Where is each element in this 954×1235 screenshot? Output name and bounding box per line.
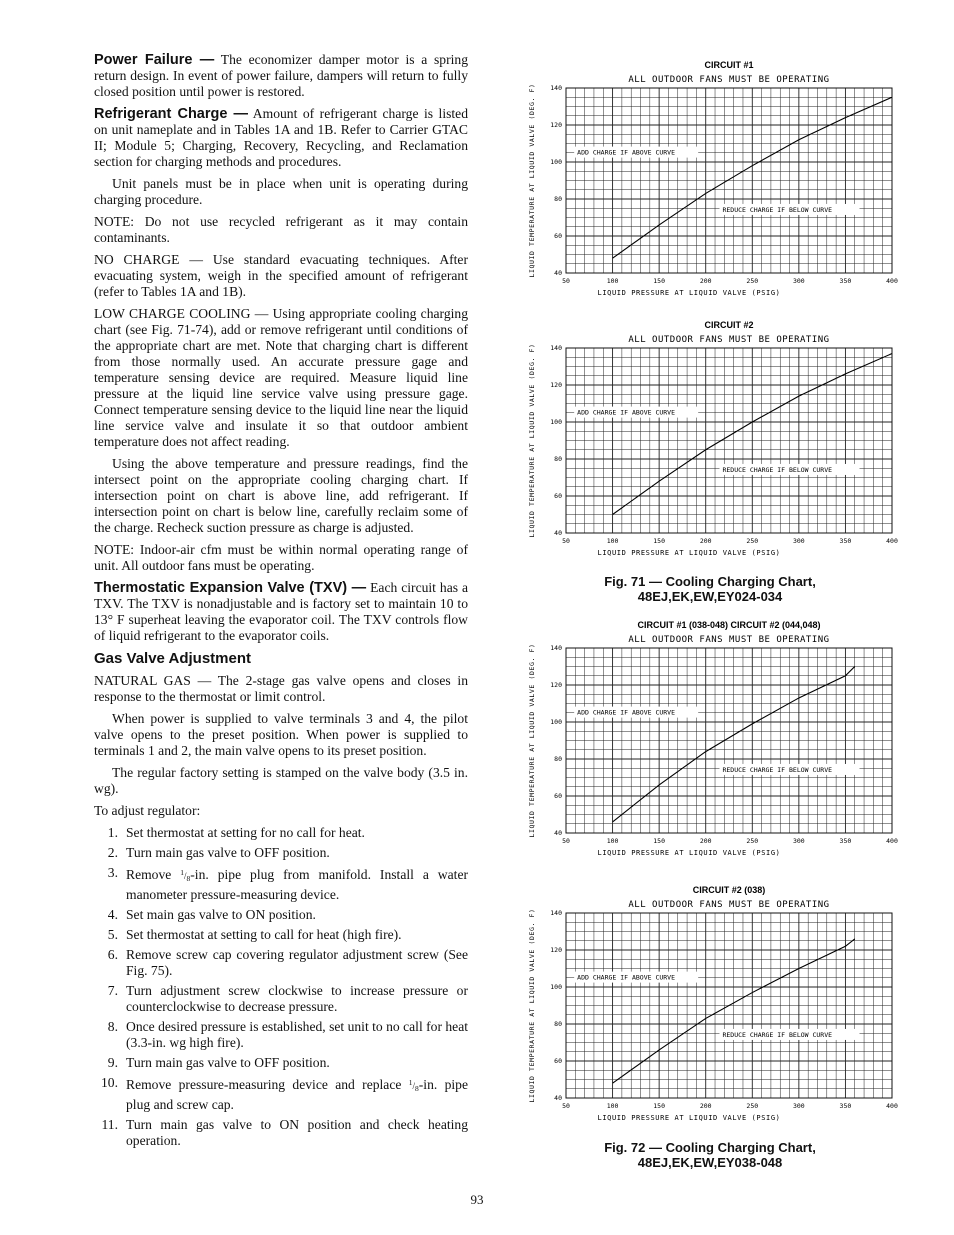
x-tick-label: 400 — [886, 277, 898, 285]
y-tick-label: 140 — [550, 909, 562, 917]
y-axis-label: LIQUID TEMPERATURE AT LIQUID VALVE (DEG. F) — [528, 343, 536, 538]
x-tick-label: 250 — [746, 1102, 759, 1110]
step-item — [94, 907, 468, 923]
fraction-one-eighth: $^1/_8$ — [408, 1078, 419, 1093]
fig71-caption-line1: Fig. 71 — Cooling Charging Chart, — [604, 574, 816, 589]
step-number: 1. — [107, 825, 118, 840]
refrigerant-charge-paragraph — [94, 106, 468, 170]
using-readings-paragraph: Using the above temperature and pressure readings, find the intersect point on the appropriate cooling charging chart. If intersection point on chart is above line, add refrigerant. If intersection point on chart is below line, carefully reclaim some of the charge. Recheck suction pressure as charge is adjusted. — [94, 456, 468, 535]
step-item — [94, 1075, 468, 1113]
fig72-caption-line1: Fig. 72 — Cooling Charging Chart, — [604, 1140, 816, 1155]
step-number: 4. — [107, 907, 118, 922]
fraction-denominator: 8 — [186, 874, 191, 883]
x-axis-label: LIQUID PRESSURE AT LIQUID VALVE (PSIG) — [597, 289, 781, 297]
chart-subtitle: ALL OUTDOOR FANS MUST BE OPERATING — [628, 635, 830, 645]
y-tick-label: 80 — [554, 755, 562, 763]
y-tick-label: 40 — [554, 529, 562, 537]
x-tick-label: 100 — [606, 277, 619, 285]
step-text: Turn main gas valve to OFF position. — [126, 1055, 330, 1070]
panels-paragraph: Unit panels must be in place when unit is operating during charging procedure. — [94, 176, 468, 207]
step-text: Set thermostat at setting for no call for heat. — [126, 825, 365, 840]
refrigerant-charge-text: Amount of refrigerant charge is listed on unit nameplate and in Tables 1A and 1B. Refer to Carrier GTAC II; Module 5; Charging, Recovery, Recycling, and Reclamation section for charging methods and procedures. — [94, 106, 468, 169]
fig71-caption — [560, 574, 860, 604]
y-axis-label: LIQUID TEMPERATURE AT LIQUID VALVE (DEG. F) — [528, 643, 536, 838]
left-column — [94, 52, 468, 1153]
step-item — [94, 947, 468, 979]
chart-subtitle: ALL OUTDOOR FANS MUST BE OPERATING — [628, 900, 830, 910]
x-tick-label: 300 — [792, 837, 805, 845]
x-tick-label: 350 — [839, 837, 852, 845]
step-number: 9. — [107, 1055, 118, 1070]
y-tick-label: 60 — [554, 232, 562, 240]
x-tick-label: 350 — [839, 1102, 852, 1110]
step-number: 7. — [107, 983, 118, 998]
y-tick-label: 140 — [550, 344, 562, 352]
chart-svg-3 — [520, 620, 910, 870]
step-number: 5. — [107, 927, 118, 942]
step-text-continued: -in. pipe plug from manifold. Install a water manometer pressure-measuring device. — [126, 867, 468, 902]
x-tick-label: 300 — [792, 1102, 805, 1110]
above-curve-label: ADD CHARGE IF ABOVE CURVE — [577, 973, 676, 982]
x-tick-label: 250 — [746, 277, 759, 285]
x-axis-label: LIQUID PRESSURE AT LIQUID VALVE (PSIG) — [597, 1114, 781, 1122]
x-tick-label: 200 — [699, 277, 712, 285]
y-tick-label: 40 — [554, 829, 562, 837]
x-tick-label: 100 — [606, 1102, 619, 1110]
chart-svg-2 — [520, 320, 910, 570]
step-item — [94, 845, 468, 861]
page-number: 93 — [470, 1192, 484, 1207]
y-tick-label: 60 — [554, 1057, 562, 1065]
power-failure-heading: Power Failure — — [94, 52, 215, 68]
step-number: 11. — [101, 1117, 118, 1132]
no-charge-paragraph: NO CHARGE — Use standard evacuating techniques. After evacuating system, weigh in the specified amount of refrigerant (refer to Tables 1A and 1B). — [94, 252, 468, 299]
above-curve-label: ADD CHARGE IF ABOVE CURVE — [577, 148, 676, 157]
fraction-one-eighth: $^1/_8$ — [180, 868, 191, 883]
chart-svg-4 — [520, 885, 910, 1135]
chart-subtitle: ALL OUTDOOR FANS MUST BE OPERATING — [628, 75, 830, 85]
x-axis-label: LIQUID PRESSURE AT LIQUID VALVE (PSIG) — [597, 549, 781, 557]
note-cfm-paragraph: NOTE: Indoor-air cfm must be within normal operating range of unit. All outdoor fans must be operating. — [94, 542, 468, 573]
x-tick-label: 150 — [653, 1102, 666, 1110]
x-tick-label: 200 — [699, 537, 712, 545]
step-text: Remove screw cap covering regulator adjustment screw (See Fig. 75). — [126, 947, 468, 978]
x-tick-label: 350 — [839, 537, 852, 545]
step-item — [94, 1055, 468, 1071]
step-text: Remove pressure-measuring device and replace — [126, 1077, 409, 1092]
step-item — [94, 865, 468, 903]
x-tick-label: 250 — [746, 537, 759, 545]
x-tick-label: 400 — [886, 837, 898, 845]
step-item — [94, 1117, 468, 1149]
y-tick-label: 100 — [550, 718, 562, 726]
fraction-numerator: 1 — [408, 1078, 413, 1087]
x-tick-label: 50 — [562, 537, 570, 545]
step-text: Set main gas valve to ON position. — [126, 907, 316, 922]
power-terminals-paragraph: When power is supplied to valve terminals 3 and 4, the pilot valve opens to the preset position. When power is supplied to terminals 1 and 2, the main valve opens to its preset position. — [94, 711, 468, 758]
step-text: Once desired pressure is established, set unit to no call for heat (3.3-in. wg high fire). — [126, 1019, 469, 1050]
y-axis-label: LIQUID TEMPERATURE AT LIQUID VALVE (DEG. F) — [528, 83, 536, 278]
x-tick-label: 50 — [562, 277, 570, 285]
step-text: Turn main gas valve to OFF position. — [126, 845, 330, 860]
fraction-numerator: 1 — [180, 868, 184, 877]
y-tick-label: 100 — [550, 158, 562, 166]
chart-subtitle: ALL OUTDOOR FANS MUST BE OPERATING — [628, 335, 830, 345]
y-tick-label: 100 — [550, 983, 562, 991]
y-tick-label: 60 — [554, 492, 562, 500]
y-tick-label: 100 — [550, 418, 562, 426]
fig72-caption — [560, 1140, 860, 1170]
x-tick-label: 350 — [839, 277, 852, 285]
power-failure-text: The economizer damper motor is a spring return design. In event of power failure, dampers will return to fully closed position until power is restored. — [94, 52, 468, 99]
step-item — [94, 983, 468, 1015]
note-recycled-paragraph: NOTE: Do not use recycled refrigerant as it may contain contaminants. — [94, 214, 468, 245]
y-axis-label: LIQUID TEMPERATURE AT LIQUID VALVE (DEG. F) — [528, 908, 536, 1103]
below-curve-label: REDUCE CHARGE IF BELOW CURVE — [722, 1030, 833, 1039]
fraction-denominator: 8 — [415, 1084, 419, 1093]
chart-circuit-1-038-048 — [520, 620, 910, 880]
x-tick-label: 150 — [653, 837, 666, 845]
step-text: Set thermostat at setting to call for heat (high fire). — [126, 927, 402, 942]
x-tick-label: 250 — [746, 837, 759, 845]
y-tick-label: 120 — [550, 946, 562, 954]
adjustment-steps-list — [94, 825, 468, 1149]
x-tick-label: 150 — [653, 537, 666, 545]
x-tick-label: 400 — [886, 537, 898, 545]
step-text: Turn adjustment screw clockwise to increase pressure or counterclockwise to decrease pressure. — [126, 983, 468, 1014]
factory-setting-paragraph: The regular factory setting is stamped on the valve body (3.5 in. wg). — [94, 765, 468, 796]
step-text: Remove — [126, 867, 181, 882]
x-tick-label: 200 — [699, 1102, 712, 1110]
step-text: Turn main gas valve to ON position and check heating operation. — [126, 1117, 468, 1148]
step-item — [94, 1019, 468, 1051]
y-tick-label: 40 — [554, 1094, 562, 1102]
x-tick-label: 150 — [653, 277, 666, 285]
step-item — [94, 825, 468, 841]
chart-circuit-2-038 — [520, 885, 910, 1145]
step-item — [94, 927, 468, 943]
x-tick-label: 200 — [699, 837, 712, 845]
chart-title: CIRCUIT #2 (038) — [692, 885, 766, 895]
fig71-caption-line2: 48EJ,EK,EW,EY024-034 — [637, 589, 783, 604]
x-tick-label: 50 — [562, 1102, 570, 1110]
y-tick-label: 80 — [554, 455, 562, 463]
step-text-continued: -in. pipe plug and screw cap. — [126, 1077, 468, 1112]
x-tick-label: 400 — [886, 1102, 898, 1110]
y-tick-label: 120 — [550, 121, 562, 129]
x-tick-label: 50 — [562, 837, 570, 845]
y-tick-label: 140 — [550, 644, 562, 652]
chart-circuit-2 — [520, 320, 910, 580]
refrigerant-charge-heading: Refrigerant Charge — — [94, 106, 249, 122]
gas-valve-heading: Gas Valve Adjustment — [94, 650, 252, 667]
step-number: 3. — [107, 865, 118, 880]
x-tick-label: 100 — [606, 537, 619, 545]
chart-title: CIRCUIT #1 — [704, 60, 754, 70]
txv-heading: Thermostatic Expansion Valve (TXV) — — [94, 580, 367, 596]
below-curve-label: REDUCE CHARGE IF BELOW CURVE — [722, 465, 833, 474]
fig72-caption-line2: 48EJ,EK,EW,EY038-048 — [637, 1155, 783, 1170]
y-tick-label: 80 — [554, 195, 562, 203]
adjust-regulator-paragraph: To adjust regulator: — [94, 803, 201, 818]
low-charge-paragraph: LOW CHARGE COOLING — Using appropriate cooling charging chart (see Fig. 71-74), add or remove refrigerant until conditions of the appropriate chart are met. Note that charging chart is different from those normally used. An accurate pressure gage and temperature sensing device are required. Measure liquid line pressure at the liquid line service valve using pressure gage. Connect temperature sensing device to the liquid line near the liquid line service valve and insulate it so that outdoor ambient temperature does not affect reading. — [94, 306, 468, 449]
step-number: 8. — [107, 1019, 118, 1034]
chart-title: CIRCUIT #1 (038-048) CIRCUIT #2 (044,048) — [637, 620, 821, 630]
natural-gas-paragraph: NATURAL GAS — The 2-stage gas valve opens and closes in response to the thermostat or limit control. — [94, 673, 468, 704]
below-curve-label: REDUCE CHARGE IF BELOW CURVE — [722, 205, 833, 214]
y-tick-label: 80 — [554, 1020, 562, 1028]
y-tick-label: 140 — [550, 84, 562, 92]
chart-circuit-1 — [520, 60, 910, 320]
step-number: 2. — [107, 845, 118, 860]
y-tick-label: 40 — [554, 269, 562, 277]
power-failure-paragraph — [94, 52, 468, 100]
x-axis-label: LIQUID PRESSURE AT LIQUID VALVE (PSIG) — [597, 849, 781, 857]
txv-text: Each circuit has a TXV. The TXV is nonadjustable and is factory set to maintain 10 to 13° F superheat leaving the evaporator coil. The TXV controls flow of liquid refrigerant to the evaporator coils. — [94, 580, 469, 643]
y-tick-label: 60 — [554, 792, 562, 800]
above-curve-label: ADD CHARGE IF ABOVE CURVE — [577, 408, 676, 417]
step-number: 10. — [101, 1075, 118, 1090]
y-tick-label: 120 — [550, 681, 562, 689]
step-number: 6. — [107, 947, 118, 962]
above-curve-label: ADD CHARGE IF ABOVE CURVE — [577, 708, 676, 717]
chart-title: CIRCUIT #2 — [704, 320, 754, 330]
below-curve-label: REDUCE CHARGE IF BELOW CURVE — [722, 765, 833, 774]
chart-svg-1 — [520, 60, 910, 310]
x-tick-label: 100 — [606, 837, 619, 845]
y-tick-label: 120 — [550, 381, 562, 389]
x-tick-label: 300 — [792, 537, 805, 545]
x-tick-label: 300 — [792, 277, 805, 285]
txv-paragraph — [94, 580, 468, 644]
